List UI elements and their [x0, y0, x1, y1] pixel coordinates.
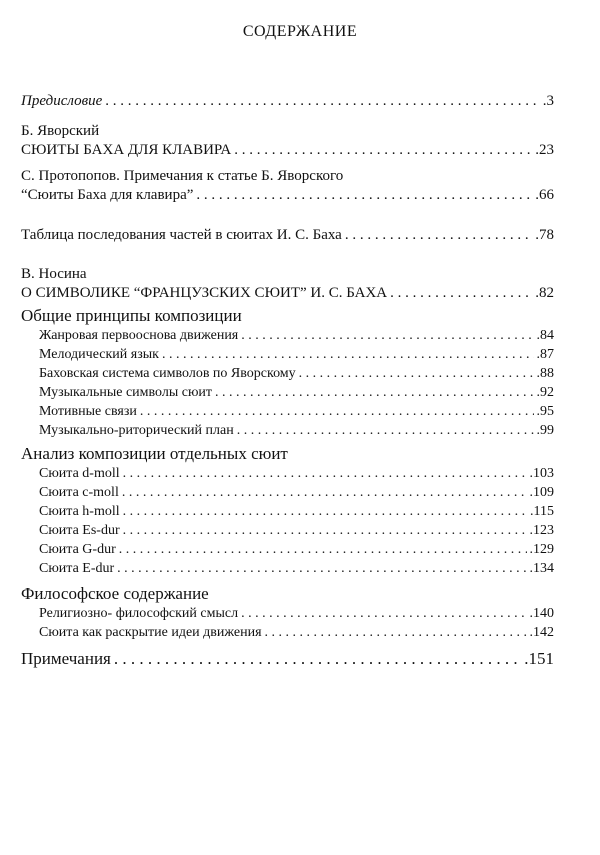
dot-leader	[234, 141, 532, 159]
dot-leader	[119, 541, 527, 559]
dot-leader	[241, 327, 533, 345]
entry-label: О СИМВОЛИКЕ “ФРАНЦУЗСКИХ СЮИТ” И. С. БАХА	[21, 285, 388, 301]
entry-label: Сюита h-moll	[39, 504, 120, 519]
toc-entry	[39, 503, 554, 521]
toc-entry-table	[21, 226, 554, 244]
entry-page: .3	[542, 93, 554, 109]
entry-page: .99	[536, 423, 554, 438]
dot-leader	[123, 522, 527, 540]
entry-label: Жанровая первооснова движения	[39, 328, 239, 343]
toc-entry	[39, 346, 554, 364]
entry-label: Сюита d-moll	[39, 466, 120, 481]
toc-entry	[39, 541, 554, 559]
toc-entry	[39, 422, 554, 440]
dot-leader	[237, 422, 534, 440]
entry-label: Музыкально-риторический план	[39, 423, 234, 438]
entry-label: Сюита Es-dur	[39, 523, 120, 538]
toc-entry-protopopov	[21, 186, 554, 204]
entry-page: .103	[529, 466, 554, 481]
section-heading: Общие принципы композиции	[21, 306, 242, 325]
author-protopopov: С. Протопопов. Примечания к статье Б. Яворского	[21, 168, 344, 184]
entry-page: .92	[536, 385, 554, 400]
dot-leader	[117, 560, 526, 578]
dot-leader	[196, 186, 532, 204]
toc-entry	[39, 560, 554, 578]
toc-entry	[39, 403, 554, 421]
dot-leader	[162, 346, 534, 364]
dot-leader	[345, 226, 532, 244]
entry-page: .82	[535, 285, 554, 301]
toc-entry-preface	[21, 92, 554, 110]
entry-label: Музыкальные символы сюит	[39, 385, 213, 400]
dot-leader	[114, 650, 521, 668]
dot-leader	[105, 92, 539, 110]
dot-leader	[265, 624, 527, 642]
dot-leader	[390, 284, 532, 302]
entry-label: Предисловие	[21, 93, 103, 109]
toc-entry-notes	[21, 650, 554, 668]
toc-entry	[39, 384, 554, 402]
entry-label: “Сюиты Баха для клавира”	[21, 187, 194, 203]
toc-entry	[39, 522, 554, 540]
dot-leader	[123, 465, 527, 483]
author-nosina: В. Носина	[21, 266, 87, 282]
entry-label: СЮИТЫ БАХА ДЛЯ КЛАВИРА	[21, 142, 232, 158]
toc-entry	[39, 484, 554, 502]
toc-entry	[39, 365, 554, 383]
entry-page: .151	[524, 649, 554, 668]
entry-label: Таблица последования частей в сюитах И. С. Баха	[21, 227, 342, 243]
entry-page: .134	[529, 561, 554, 576]
toc-entry	[39, 624, 554, 642]
entry-page: .87	[536, 347, 554, 362]
section-heading: Анализ композиции отдельных сюит	[21, 444, 288, 463]
entry-label: Сюита c-moll	[39, 485, 119, 500]
entry-label: Баховская система символов по Яворскому	[39, 366, 296, 381]
entry-page: .123	[529, 523, 554, 538]
entry-label: Религиозно- философский смысл	[39, 606, 239, 621]
entry-page: .109	[529, 485, 554, 500]
entry-page: .95	[536, 404, 554, 419]
page-title: СОДЕРЖАНИЕ	[242, 23, 358, 40]
entry-page: .88	[536, 366, 554, 381]
entry-label: Мотивные связи	[39, 404, 137, 419]
dot-leader	[299, 365, 534, 383]
entry-page: .115	[530, 504, 554, 519]
toc-entry	[39, 327, 554, 345]
entry-page: .23	[535, 142, 554, 158]
entry-label: Примечания	[21, 649, 111, 668]
toc-entry	[39, 605, 554, 623]
entry-page: .66	[535, 187, 554, 203]
entry-page: .142	[529, 625, 554, 640]
entry-label: Сюита G-dur	[39, 542, 116, 557]
entry-page: .84	[536, 328, 554, 343]
section-heading: Философское содержание	[21, 584, 209, 603]
dot-leader	[215, 384, 533, 402]
dot-leader	[241, 605, 526, 623]
entry-page: .129	[529, 542, 554, 557]
toc-entry-yavorsky	[21, 141, 554, 159]
entry-label: Сюита как раскрытие идеи движения	[39, 625, 262, 640]
toc-entry	[39, 465, 554, 483]
dot-leader	[123, 503, 527, 521]
entry-label: Сюита E-dur	[39, 561, 115, 576]
dot-leader	[140, 403, 534, 421]
entry-page: .78	[535, 227, 554, 243]
dot-leader	[122, 484, 527, 502]
entry-label: Мелодический язык	[39, 347, 159, 362]
toc-entry-nosina	[21, 284, 554, 302]
entry-page: .140	[529, 606, 554, 621]
author-yavorsky: Б. Яворский	[21, 123, 100, 139]
